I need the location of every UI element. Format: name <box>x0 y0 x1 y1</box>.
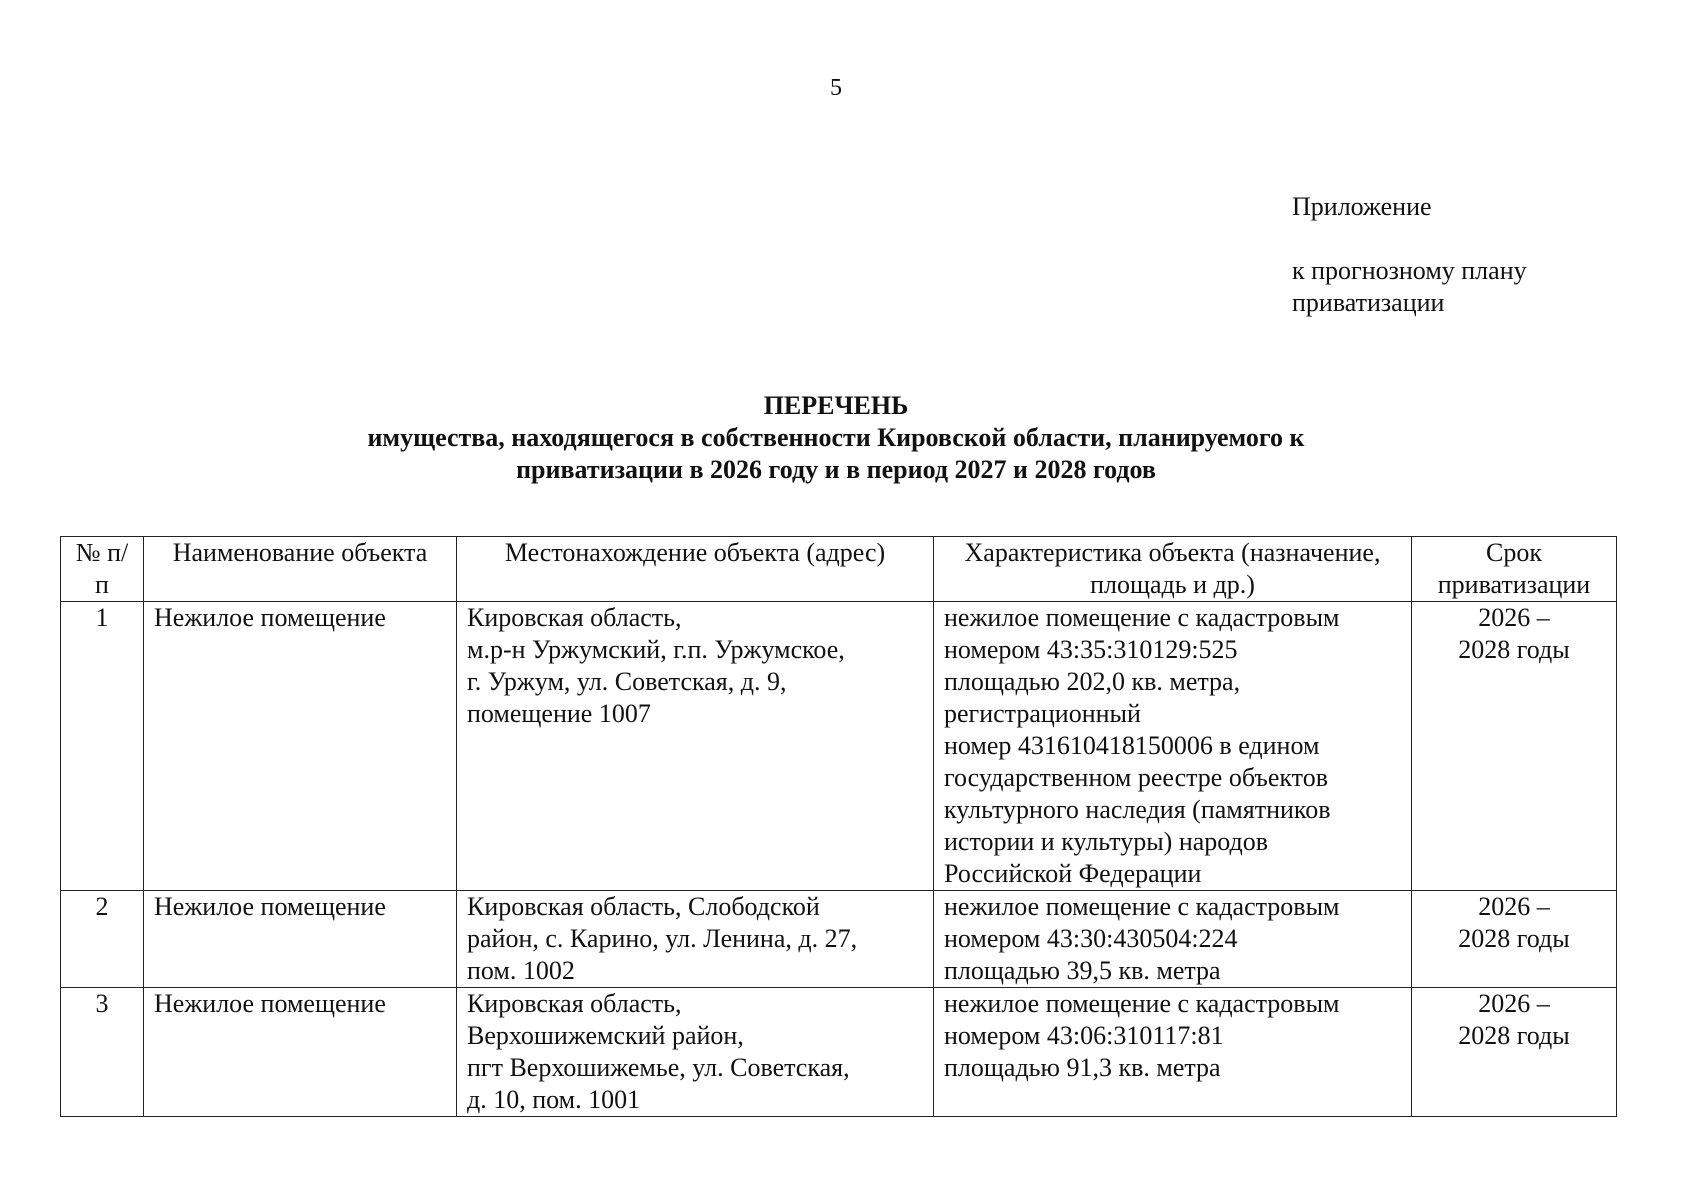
table-header-row <box>61 537 1617 602</box>
object-address-line: пом. 1002 <box>467 956 575 985</box>
object-characteristics-line: истории и культуры) народов <box>944 827 1269 856</box>
row-number: 1 <box>61 602 144 891</box>
object-address-line: Кировская область, <box>467 603 682 632</box>
header-term: Срок приватизации <box>1412 537 1617 602</box>
object-address <box>457 988 934 1117</box>
page-number: 5 <box>830 75 842 101</box>
privatization-term-line: 2028 годы <box>1458 635 1570 664</box>
table-row <box>61 988 1617 1117</box>
object-address-line: Кировская область, <box>467 989 682 1018</box>
object-characteristics-line: нежилое помещение с кадастровым <box>944 603 1340 632</box>
object-address-line: Кировская область, Слободской <box>467 892 820 921</box>
document-subtitle: имущества, находящегося в собственности Кировской области, планируемого к приватизации в 2026 году и в период 2027 и 2028 годов <box>367 423 1305 484</box>
object-address-line: г. Уржум, ул. Советская, д. 9, <box>467 667 787 696</box>
table-row <box>61 891 1617 988</box>
property-list-table <box>60 536 1617 1117</box>
privatization-term <box>1412 988 1617 1117</box>
object-characteristics-line: площадью 202,0 кв. метра, <box>944 667 1241 696</box>
appendix-reference: к прогнозному плану приватизации <box>1292 256 1527 317</box>
appendix-label: Приложение <box>1292 192 1432 221</box>
privatization-term-line: 2026 – <box>1478 603 1550 632</box>
appendix-note <box>1292 191 1622 319</box>
object-address <box>457 891 934 988</box>
object-characteristics-line: нежилое помещение с кадастровым <box>944 989 1340 1018</box>
object-characteristics <box>934 891 1412 988</box>
object-characteristics-line: государственном реестре объектов <box>944 763 1328 792</box>
header-name: Наименование объекта <box>144 537 457 602</box>
object-characteristics-line: нежилое помещение с кадастровым <box>944 892 1340 921</box>
object-name: Нежилое помещение <box>144 988 457 1117</box>
table-row <box>61 602 1617 891</box>
header-address: Местонахождение объекта (адрес) <box>457 537 934 602</box>
object-characteristics-line: культурного наследия (памятников <box>944 795 1331 824</box>
privatization-term-line: 2026 – <box>1478 892 1550 921</box>
object-address-line: д. 10, пом. 1001 <box>467 1085 641 1114</box>
object-characteristics-line: номер 431610418150006 в едином <box>944 731 1320 760</box>
privatization-term-line: 2026 – <box>1478 989 1550 1018</box>
object-characteristics-line: площадью 39,5 кв. метра <box>944 956 1221 985</box>
object-name: Нежилое помещение <box>144 602 457 891</box>
object-characteristics <box>934 602 1412 891</box>
object-address-line: помещение 1007 <box>467 699 651 728</box>
object-characteristics-line: регистрационный <box>944 699 1141 728</box>
object-address-line: район, с. Карино, ул. Ленина, д. 27, <box>467 924 858 953</box>
object-characteristics-line: номером 43:06:310117:81 <box>944 1021 1224 1050</box>
object-characteristics-line: площадью 91,3 кв. метра <box>944 1053 1221 1082</box>
object-characteristics-line: Российской Федерации <box>944 859 1202 888</box>
privatization-term-line: 2028 годы <box>1458 1021 1570 1050</box>
document-title-block <box>0 390 1672 486</box>
row-number: 3 <box>61 988 144 1117</box>
privatization-term <box>1412 891 1617 988</box>
row-number: 2 <box>61 891 144 988</box>
object-characteristics-line: номером 43:30:430504:224 <box>944 924 1238 953</box>
object-address-line: Верхошижемский район, <box>467 1021 744 1050</box>
object-address <box>457 602 934 891</box>
table-body <box>61 602 1617 1117</box>
header-characteristics: Характеристика объекта (назначение, площадь и др.) <box>934 537 1412 602</box>
header-num: № п/п <box>61 537 144 602</box>
object-address-line: пгт Верхошижемье, ул. Советская, <box>467 1053 850 1082</box>
document-title: ПЕРЕЧЕНЬ <box>763 391 909 420</box>
privatization-term <box>1412 602 1617 891</box>
privatization-term-line: 2028 годы <box>1458 924 1570 953</box>
object-characteristics-line: номером 43:35:310129:525 <box>944 635 1238 664</box>
object-address-line: м.р-н Уржумский, г.п. Уржумское, <box>467 635 845 664</box>
object-characteristics <box>934 988 1412 1117</box>
object-name: Нежилое помещение <box>144 891 457 988</box>
